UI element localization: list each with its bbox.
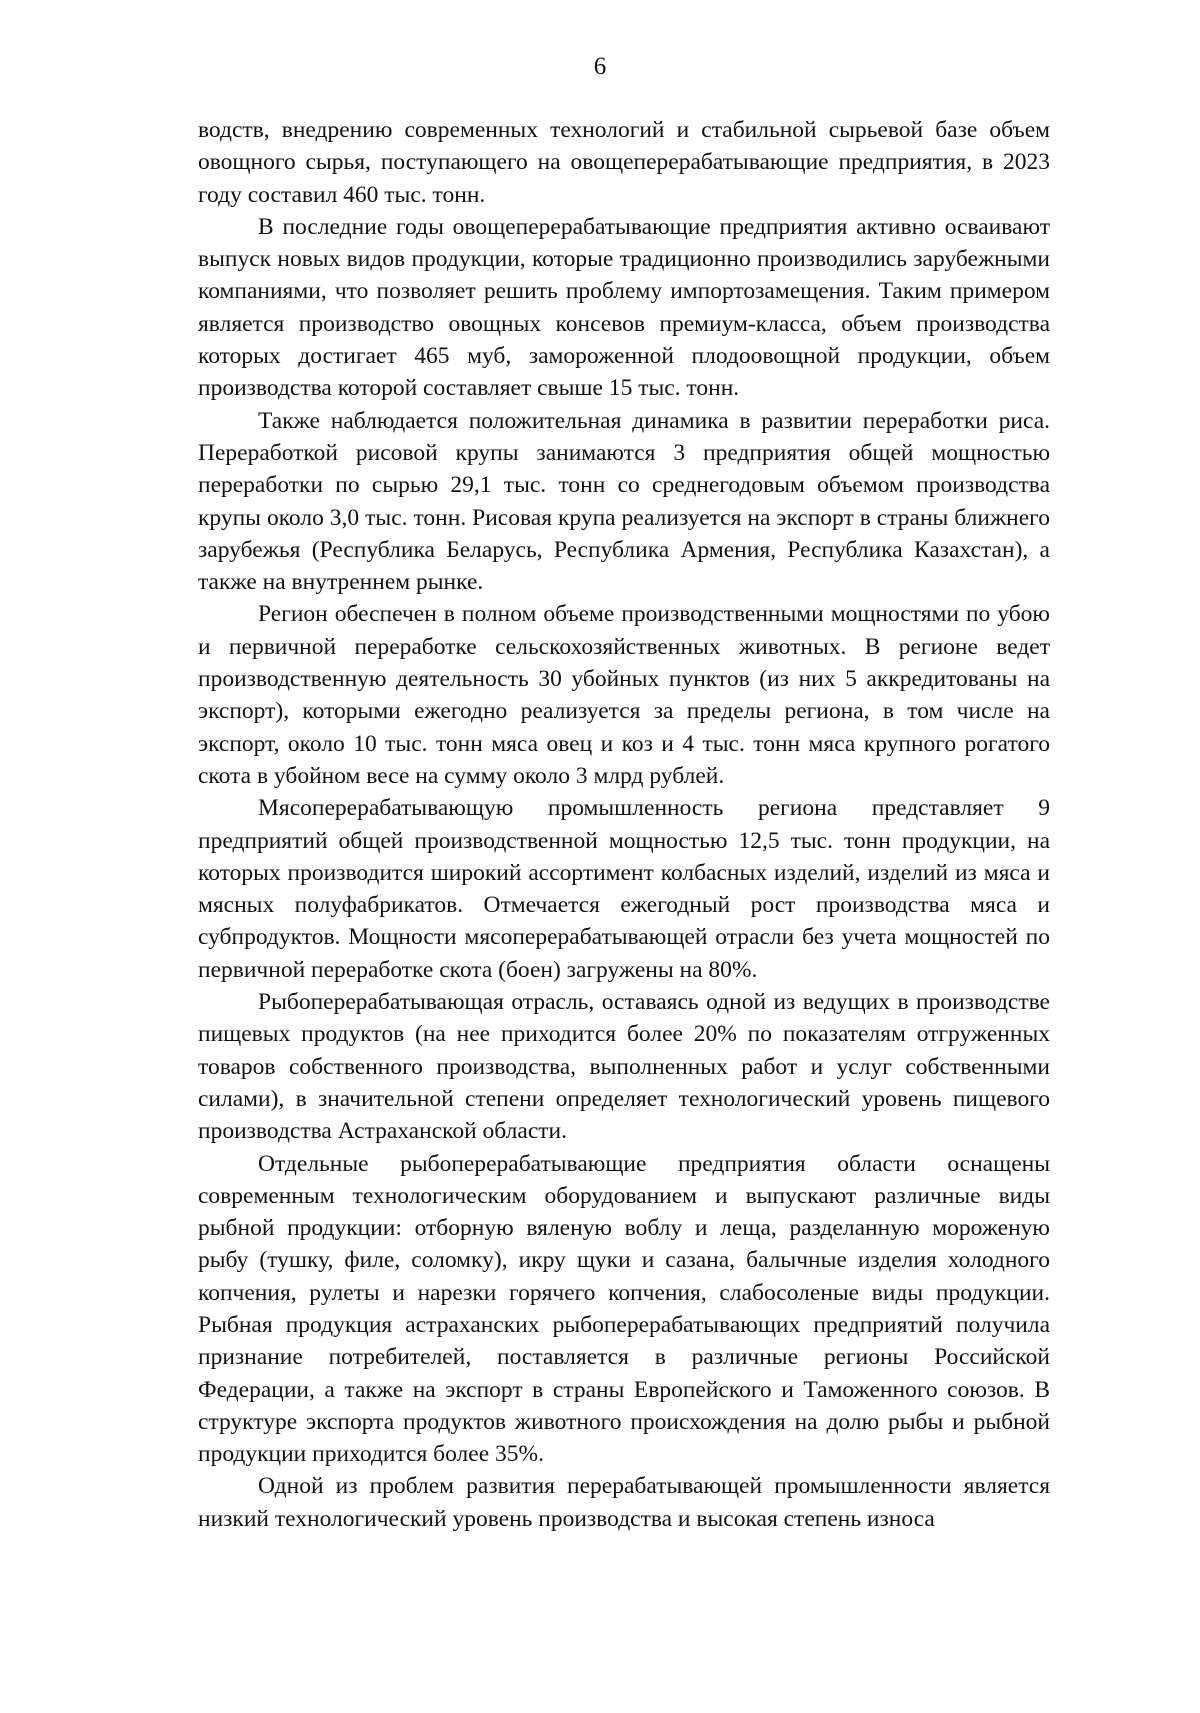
- paragraph-rice-processing: Также наблюдается положительная динамика в развитии переработки риса. Переработкой рисовой крупы занимаются 3 предприятия общей мощностью переработки по сырью 29,1 тыс. тонн со среднегодовым объемом производства крупы около 3,0 тыс. тонн. Рисовая крупа реализуется на экспорт в страны ближнего зарубежья (Республика Беларусь, Республика Армения, Республика Казахстан), а также на внутреннем рынке.: [198, 407, 1050, 596]
- paragraph-slaughter-capacity: Регион обеспечен в полном объеме производственными мощностями по убою и первичной переработке сельскохозяйственных животных. В регионе ведет производственную деятельность 30 убойных пунктов (из них 5 аккредитованы на экспорт), которыми ежегодно реализуется за пределы региона, в том числе на экспорт, около 10 тыс. тонн мяса овец и коз и 4 тыс. тонн мяса крупного рогатого скота в убойном весе на сумму около 3 млрд рублей.: [198, 601, 1050, 789]
- paragraph-continuation: водств, внедрению современных технологий и стабильной сырьевой базе объем овощного сырья, поступающего на овощеперерабатывающие предприятия, в 2023 году составил 460 тыс. тонн.: [198, 117, 1050, 208]
- document-body: [198, 114, 1050, 1535]
- paragraph-fish-products: Отдельные рыбоперерабатывающие предприятия области оснащены современным технологическим оборудованием и выпускают различные виды рыбной продукции: отборную вяленую воблу и леща, разделанную мороженую рыбу (тушку, филе, соломку), икру щуки и сазана, балычные изделия холодного копчения, рулеты и нарезки горячего копчения, слабосоленые виды продукции. Рыбная продукция астраханских рыбоперерабатывающих предприятий получила признание потребителей, поставляется в различные регионы Российской Федерации, а также на экспорт в страны Европейского и Таможенного союзов. В структуре экспорта продуктов животного происхождения на долю рыбы и рыбной продукции приходится более 35%.: [198, 1150, 1050, 1468]
- page-number: 6: [593, 53, 607, 80]
- paragraph-meat-processing: Мясоперерабатывающую промышленность региона представляет 9 предприятий общей производственной мощностью 12,5 тыс. тонн продукции, на которых производится широкий ассортимент колбасных изделий, изделий из мяса и мясных полуфабрикатов. Отмечается ежегодный рост производства мяса и субпродуктов. Мощности мясоперерабатывающей отрасли без учета мощностей по первичной переработке скота (боен) загружены на 80%.: [198, 795, 1050, 983]
- paragraph-vegetable-processing: В последние годы овощеперерабатывающие предприятия активно осваивают выпуск новых видов продукции, которые традиционно производились зарубежными компаниями, что позволяет решить проблему импортозамещения. Таким примером является производство овощных консевов премиум-класса, объем производства которых достигает 465 муб, замороженной плодоовощной продукции, объем производства которой составляет свыше 15 тыс. тонн.: [198, 213, 1050, 402]
- paragraph-fish-industry: Рыбоперерабатывающая отрасль, оставаясь одной из ведущих в производстве пищевых продуктов (на нее приходится более 20% по показателям отгруженных товаров собственного производства, выполненных работ и услуг собственными силами), в значительной степени определяет технологический уровень пищевого производства Астраханской области.: [198, 989, 1050, 1145]
- paragraph-problems: Одной из проблем развития перерабатывающей промышленности является низкий технологический уровень производства и высокая степень износа: [198, 1473, 1050, 1532]
